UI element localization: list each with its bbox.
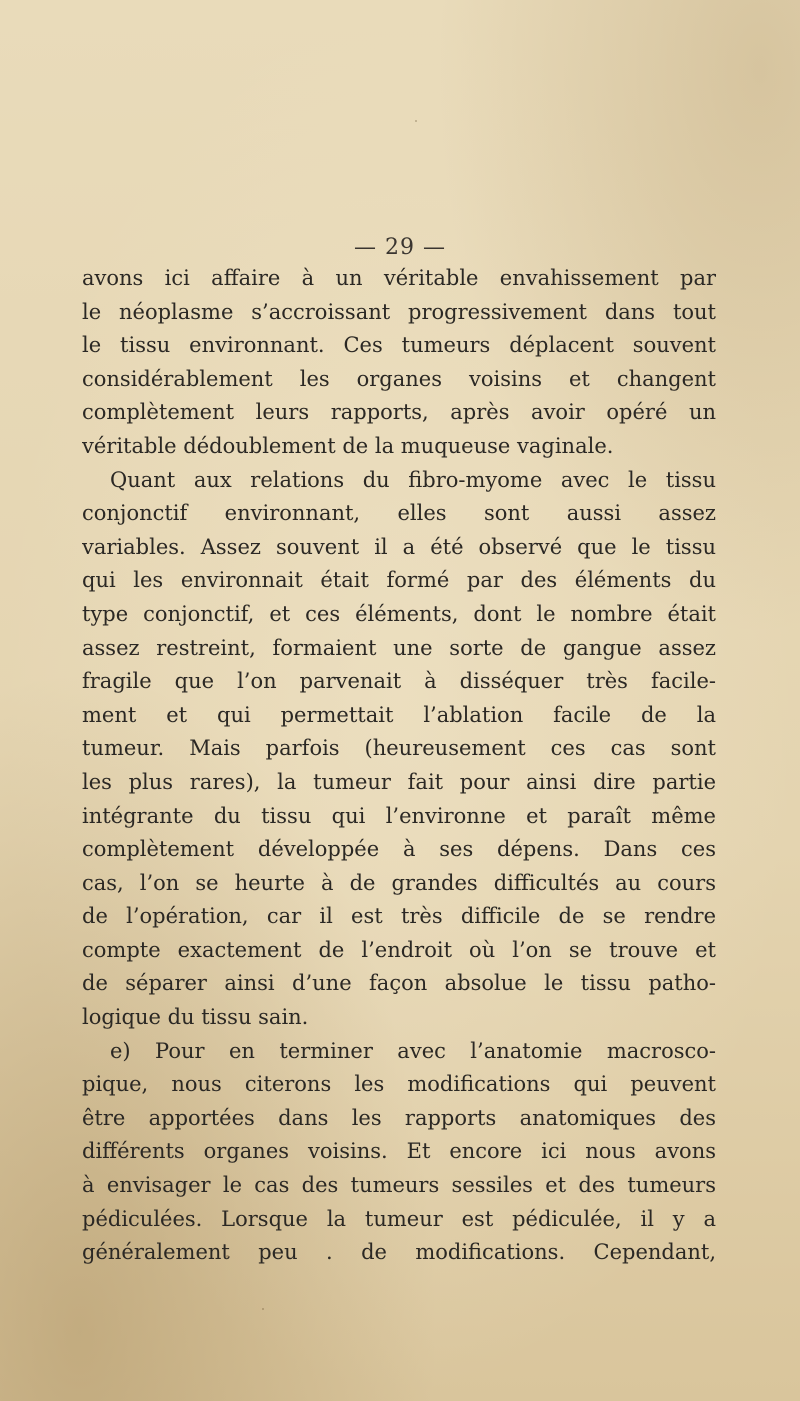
- text-line: avons ici affaire à un véritable envahissement par: [82, 266, 716, 290]
- text-line: variables. Assez souvent il a été observé que le tissu: [82, 534, 716, 559]
- text-line: le néoplasme s’accroissant progressivement dans tout: [82, 299, 716, 324]
- body-text: [82, 262, 716, 1270]
- text-line: véritable dédoublement de la muqueuse vaginale.: [82, 433, 614, 458]
- paper-speck: [226, 1255, 229, 1258]
- text-line: assez restreint, formaient une sorte de gangue assez: [82, 635, 716, 660]
- text-line: pique, nous citerons les modifications qui peuvent: [82, 1072, 716, 1097]
- text-line: à envisager le cas des tumeurs sessiles et des tumeurs: [82, 1173, 716, 1198]
- text-line: compte exactement de l’endroit où l’on se trouve et: [82, 937, 716, 962]
- text-line: considérablement les organes voisins et changent: [82, 366, 716, 391]
- text-line: logique du tissu sain.: [82, 1005, 309, 1030]
- paper-speck: [262, 1308, 264, 1310]
- text-line: intégrante du tissu qui l’environne et paraît même: [82, 803, 716, 828]
- text-line: de l’opération, car il est très difficile de se rendre: [82, 904, 716, 929]
- text-line: différents organes voisins. Et encore ici nous avons: [82, 1139, 716, 1164]
- text-line: ment et qui permettait l’ablation facile de la: [82, 702, 716, 727]
- text-line: tumeur. Mais parfois (heureusement ces cas sont: [82, 736, 716, 761]
- text-line: conjonctif environnant, elles sont aussi assez: [82, 501, 716, 526]
- text-line: Quant aux relations du fibro-myome avec le tissu: [110, 467, 716, 492]
- text-line: les plus rares), la tumeur fait pour ainsi dire partie: [82, 769, 716, 794]
- text-line: généralement peu . de modifications. Cependant,: [82, 1240, 716, 1265]
- text-line: type conjonctif, et ces éléments, dont le nombre était: [82, 601, 716, 626]
- text-line: complètement leurs rapports, après avoir opéré un: [82, 400, 716, 425]
- text-line: de séparer ainsi d’une façon absolue le tissu patho-: [82, 971, 716, 996]
- text-line: le tissu environnant. Ces tumeurs déplacent souvent: [82, 333, 716, 358]
- text-line: complètement développée à ses dépens. Dans ces: [82, 837, 716, 862]
- text-line: être apportées dans les rapports anatomiques des: [82, 1105, 716, 1130]
- page-number: — 29 —: [354, 235, 446, 260]
- text-line: pédiculées. Lorsque la tumeur est pédiculée, il y a: [82, 1206, 716, 1231]
- text-line: e) Pour en terminer avec l’anatomie macrosco-: [110, 1038, 716, 1063]
- text-line: cas, l’on se heurte à de grandes difficultés au cours: [82, 870, 716, 895]
- text-line: qui les environnait était formé par des éléments du: [82, 568, 716, 593]
- paper-speck: [415, 120, 417, 122]
- text-line: fragile que l’on parvenait à disséquer très facile-: [82, 669, 716, 694]
